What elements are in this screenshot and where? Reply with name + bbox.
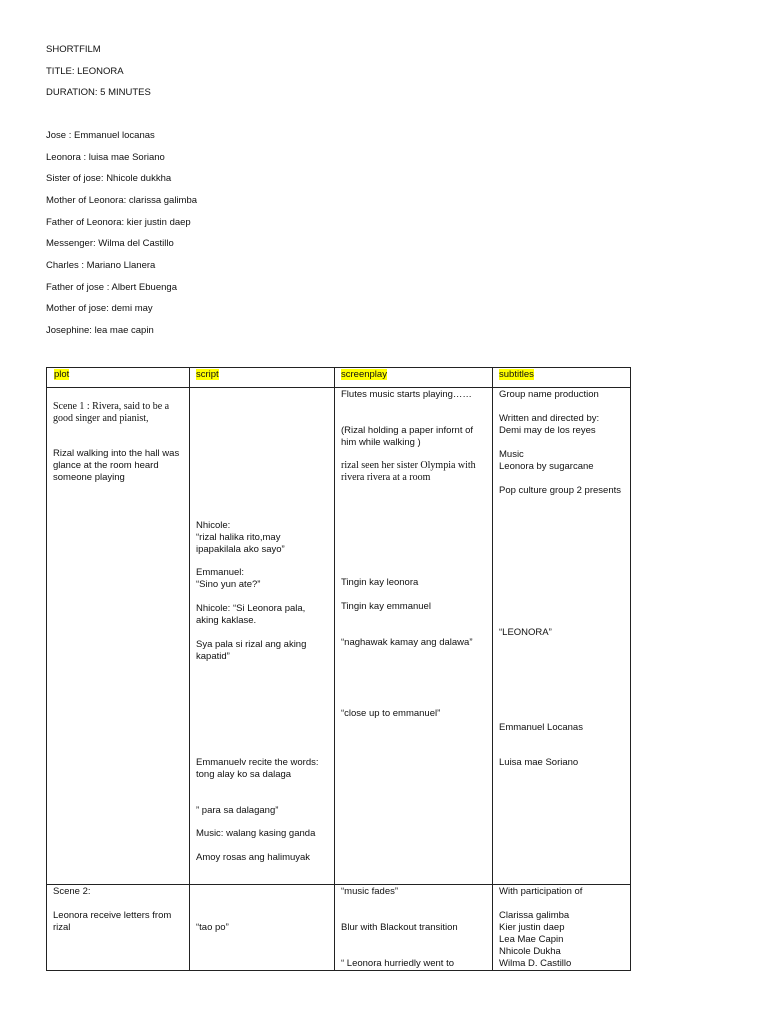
script-line: ipapakilala ako sayo” bbox=[196, 544, 285, 555]
cast-item: Father of Leonora: kier justin daep bbox=[46, 217, 191, 228]
script-line: Nhicole: bbox=[196, 520, 231, 531]
screenplay-table bbox=[46, 367, 631, 971]
plot-line: Scene 2: bbox=[53, 886, 91, 897]
script-line: “rizal halika rito,may bbox=[196, 532, 281, 543]
script-line: ” para sa dalagang” bbox=[196, 805, 279, 816]
table-row-scene1 bbox=[47, 388, 631, 885]
screenplay-line: Flutes music starts playing…… bbox=[341, 389, 472, 400]
subtitle-line: Music bbox=[499, 449, 524, 460]
doc-duration: DURATION: 5 MINUTES bbox=[46, 87, 151, 98]
subtitle-line: Clarissa galimba bbox=[499, 910, 570, 921]
subtitle-line: Luisa mae Soriano bbox=[499, 757, 579, 768]
script-line: Nhicole: “Si Leonora pala, bbox=[196, 603, 306, 614]
scene1-script-cell bbox=[190, 388, 335, 885]
screenplay-line: “naghawak kamay ang dalawa” bbox=[341, 637, 473, 648]
plot-line: rizal bbox=[53, 922, 71, 933]
plot-line: Leonora receive letters from bbox=[53, 910, 172, 921]
screenplay-line: him while walking ) bbox=[341, 437, 421, 448]
screenplay-line: rizal seen her sister Olympia with bbox=[341, 460, 476, 471]
doc-title: TITLE: LEONORA bbox=[46, 66, 124, 77]
script-line: Emmanuel: bbox=[196, 567, 245, 578]
cast-item: Mother of jose: demi may bbox=[46, 303, 153, 314]
screenplay-line: “close up to emmanuel” bbox=[341, 708, 441, 719]
plot-line: good singer and pianist, bbox=[53, 413, 149, 424]
cast-item: Messenger: Wilma del Castillo bbox=[46, 238, 174, 249]
scene2-plot-cell bbox=[47, 885, 190, 971]
cast-item: Mother of Leonora: clarissa galimba bbox=[46, 195, 198, 206]
plot-line: someone playing bbox=[53, 472, 125, 483]
plot-line: Rizal walking into the hall was bbox=[53, 448, 180, 459]
script-line: Sya pala si rizal ang aking bbox=[196, 639, 307, 650]
subtitle-line: Emmanuel Locanas bbox=[499, 722, 583, 733]
script-line: aking kaklase. bbox=[196, 615, 257, 626]
screenplay-line: Tingin kay emmanuel bbox=[341, 601, 431, 612]
scene2-subtitles-cell bbox=[493, 885, 631, 971]
plot-line: Scene 1 : Rivera, said to be a bbox=[53, 401, 170, 412]
subtitle-line: “LEONORA” bbox=[499, 627, 552, 638]
cast-item: Father of jose : Albert Ebuenga bbox=[46, 282, 177, 293]
screenplay-line: Tingin kay leonora bbox=[341, 577, 419, 588]
subtitle-line: Nhicole Dukha bbox=[499, 946, 561, 957]
scene1-subtitles-cell bbox=[493, 388, 631, 885]
script-line: “Sino yun ate?” bbox=[196, 579, 261, 590]
subtitle-line: Wilma D. Castillo bbox=[499, 958, 572, 969]
header-subtitles: subtitles bbox=[493, 368, 631, 388]
screenplay-line: “music fades” bbox=[341, 886, 399, 897]
cast-item: Leonora : luisa mae Soriano bbox=[46, 152, 165, 163]
cast-item: Sister of jose: Nhicole dukkha bbox=[46, 173, 172, 184]
subtitle-line: Group name production bbox=[499, 389, 599, 400]
scene2-script-cell bbox=[190, 885, 335, 971]
subtitle-line: Lea Mae Capin bbox=[499, 934, 564, 945]
screenplay-line: (Rizal holding a paper infornt of bbox=[341, 425, 474, 436]
scene1-screenplay-cell bbox=[335, 388, 493, 885]
subtitle-line: Kier justin daep bbox=[499, 922, 565, 933]
script-line: Amoy rosas ang halimuyak bbox=[196, 852, 311, 863]
subtitle-line: Written and directed by: bbox=[499, 413, 600, 424]
subtitle-line: Leonora by sugarcane bbox=[499, 461, 594, 472]
cast-item: Josephine: lea mae capin bbox=[46, 325, 154, 336]
doc-type: SHORTFILM bbox=[46, 44, 101, 55]
screenplay-line: “ Leonora hurriedly went to bbox=[341, 958, 455, 969]
script-line: tong alay ko sa dalaga bbox=[196, 769, 292, 780]
header-script: script bbox=[190, 368, 335, 388]
script-line: kapatid” bbox=[196, 651, 230, 662]
cast-item: Jose : Emmanuel locanas bbox=[46, 130, 155, 141]
scene2-screenplay-cell bbox=[335, 885, 493, 971]
table-row-scene2 bbox=[47, 885, 631, 971]
subtitle-line: Demi may de los reyes bbox=[499, 425, 596, 436]
screenplay-line: rivera rivera at a room bbox=[341, 472, 431, 483]
script-line: Music: walang kasing ganda bbox=[196, 828, 316, 839]
script-line: “tao po” bbox=[196, 922, 229, 933]
plot-line: glance at the room heard bbox=[53, 460, 159, 471]
header-screenplay: screenplay bbox=[335, 368, 493, 388]
screenplay-line: Blur with Blackout transition bbox=[341, 922, 458, 933]
subtitle-line: With participation of bbox=[499, 886, 583, 897]
scene1-plot-cell bbox=[47, 388, 190, 885]
header-plot: plot bbox=[47, 368, 190, 388]
table-header-row bbox=[47, 368, 631, 388]
subtitle-line: Pop culture group 2 presents bbox=[499, 485, 621, 496]
script-line: Emmanuelv recite the words: bbox=[196, 757, 319, 768]
cast-item: Charles : Mariano Llanera bbox=[46, 260, 156, 271]
